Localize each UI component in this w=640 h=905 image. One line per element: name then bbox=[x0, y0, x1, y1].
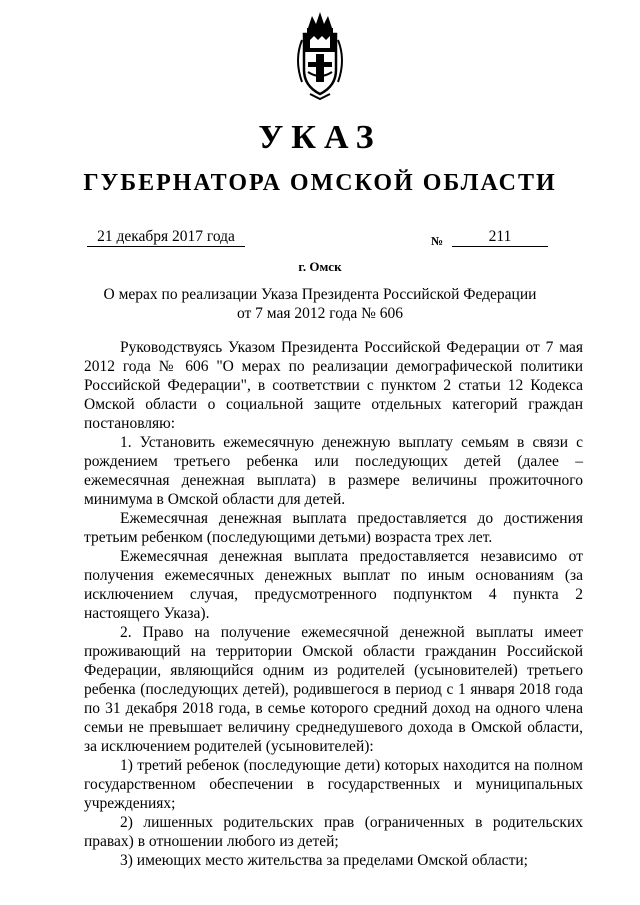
document-title: УКАЗ bbox=[258, 119, 382, 156]
body-paragraph: 2. Право на получение ежемесячной денежной выплаты имеет проживающий на территории Омской области гражданин Российской Федерации, являющийся одним из родителей (усыновителей) третьего ребенка (последующих детей), родившегося в период с 1 января 2018 года по 31 декабря 2018 года, в семье которого средний доход на одного члена семьи не превышает величину среднедушевого дохода в Омской области, за исключением родителей (усыновителей): bbox=[84, 624, 583, 755]
heading-line-1: О мерах по реализации Указа Президента Российской Федерации bbox=[103, 286, 537, 303]
document-subtitle: ГУБЕРНАТОРА ОМСКОЙ ОБЛАСТИ bbox=[83, 170, 557, 196]
document-number: 211 bbox=[452, 228, 548, 247]
omsk-region-coat-of-arms-icon bbox=[290, 10, 350, 100]
document-heading bbox=[60, 285, 580, 323]
body-paragraph: 1. Установить ежемесячную денежную выплату семьям в связи с рождением третьего ребенка или последующих детей (далее – ежемесячная денежная выплата) в размере величины прожиточного минимума в Омской области для детей. bbox=[84, 434, 583, 508]
body-paragraph: Ежемесячная денежная выплата предоставляется до достижения третьим ребенком (последующими детьми) возраста трех лет. bbox=[84, 510, 583, 546]
body-paragraph: Ежемесячная денежная выплата предоставляется независимо от получения ежемесячных денежных выплат по иным основаниям (за исключением случая, предусмотренного подпунктом 4 пункта 2 настоящего Указа). bbox=[84, 548, 583, 622]
body-paragraph: 3) имеющих место жительства за пределами Омской области; bbox=[120, 852, 528, 869]
document-city: г. Омск bbox=[298, 259, 342, 274]
body-paragraph: Руководствуясь Указом Президента Российской Федерации от 7 мая 2012 года № 606 "О мерах по реализации демографической политики Российской Федерации", в соответствии с пунктом 2 статьи 12 Кодекса Омской области о социальной защите отдельных категорий граждан постановляю: bbox=[84, 339, 583, 432]
body-paragraph: 1) третий ребенок (последующие дети) которых находится на полном государственном обеспечении в государственных и муниципальных учреждениях; bbox=[84, 757, 583, 812]
document-body bbox=[84, 338, 583, 870]
body-paragraph: 2) лишенных родительских прав (ограниченных в родительских правах) в отношении любого из детей; bbox=[84, 814, 583, 850]
document-date: 21 декабря 2017 года bbox=[87, 228, 245, 247]
heading-line-2: от 7 мая 2012 года № 606 bbox=[236, 305, 404, 322]
number-label: № bbox=[431, 234, 444, 248]
